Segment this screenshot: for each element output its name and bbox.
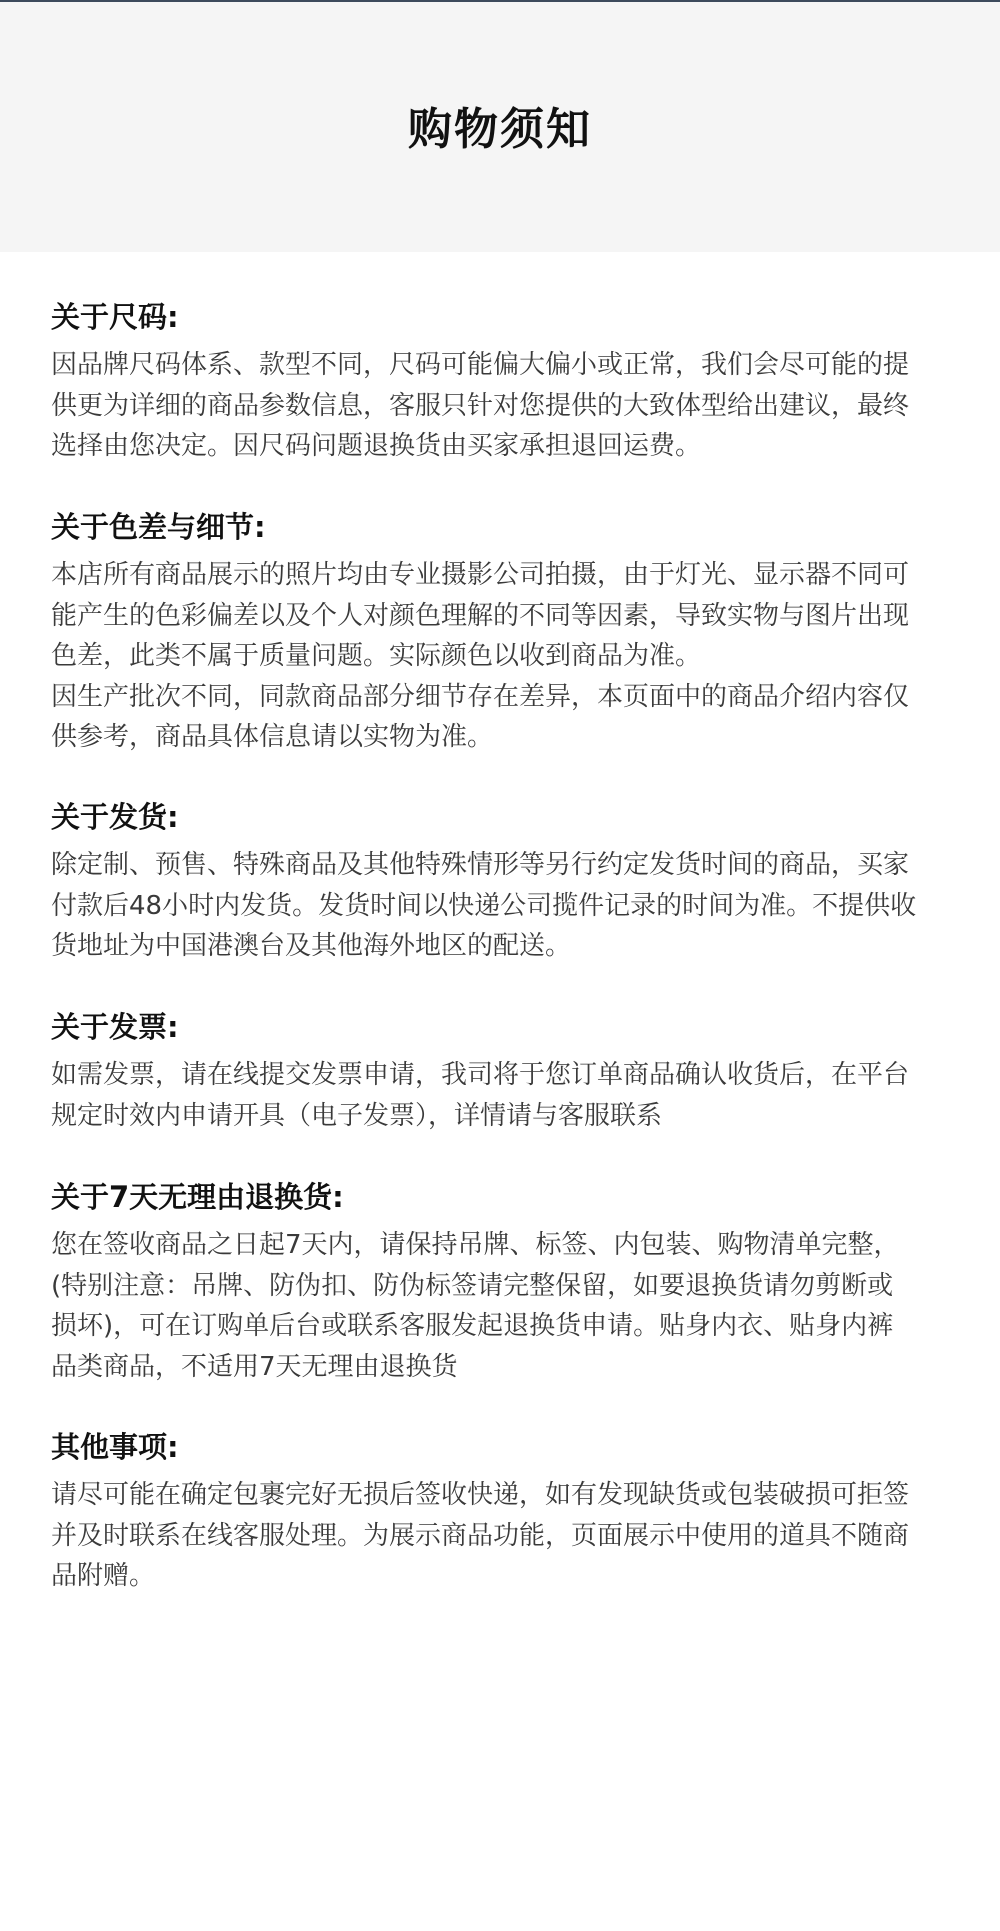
section-title: 关于色差与细节:: [51, 510, 266, 544]
section-title: 关于发货:: [51, 800, 179, 834]
section-body: 因品牌尺码体系、款型不同，尺码可能偏大偏小或正常，我们会尽可能的提 供更为详细的商品参数信息，客服只针对您提供的大致体型给出建议，最终 选择由您决定。因尺码问题退换货由买家承担退回运费。: [51, 350, 910, 461]
section-title: 关于7天无理由退换货:: [51, 1180, 344, 1214]
section-size: [51, 297, 909, 467]
section-body: 请尽可能在确定包裹完好无损后签收快递，如有发现缺货或包装破损可拒签 并及时联系在线客服处理。为展示商品功能，页面展示中使用的道具不随商 品附赠。: [51, 1480, 910, 1591]
section-title: 关于发票:: [51, 1010, 179, 1044]
section-title: 关于尺码:: [51, 300, 179, 334]
section-invoice: [51, 1007, 909, 1136]
section-body: 本店所有商品展示的照片均由专业摄影公司拍摄，由于灯光、显示器不同可 能产生的色彩偏差以及个人对颜色理解的不同等因素，导致实物与图片出现 色差，此类不属于质量问题。实际颜色以收到商品为准。 因生产批次不同，同款商品部分细节存在差异，本页面中的商品介绍内容仅 供参考，商品具体信息请以实物为准。: [51, 560, 910, 752]
section-color-detail: [51, 507, 909, 758]
page-header: [0, 0, 1000, 252]
top-accent-line: [0, 0, 1000, 2]
section-returns: [51, 1177, 900, 1387]
section-shipping: [51, 797, 916, 967]
section-body: 您在签收商品之日起7天内，请保持吊牌、标签、内包装、购物清单完整， (特别注意：吊牌、防伪扣、防伪标签请完整保留，如要退换货请勿剪断或 损坏)，可在订购单后台或联系客服发起退换货申请。贴身内衣、贴身内裤 品类商品，不适用7天无理由退换货: [51, 1230, 900, 1382]
section-body: 除定制、预售、特殊商品及其他特殊情形等另行约定发货时间的商品，买家 付款后48小时内发货。发货时间以快递公司揽件记录的时间为准。不提供收 货地址为中国港澳台及其他海外地区的配送。: [51, 850, 917, 961]
page-title: 购物须知: [408, 104, 592, 155]
section-other: [51, 1427, 909, 1597]
section-body: 如需发票，请在线提交发票申请，我司将于您订单商品确认收货后，在平台 规定时效内申请开具（电子发票），详情请与客服联系: [51, 1060, 910, 1131]
section-title: 其他事项:: [51, 1430, 179, 1464]
